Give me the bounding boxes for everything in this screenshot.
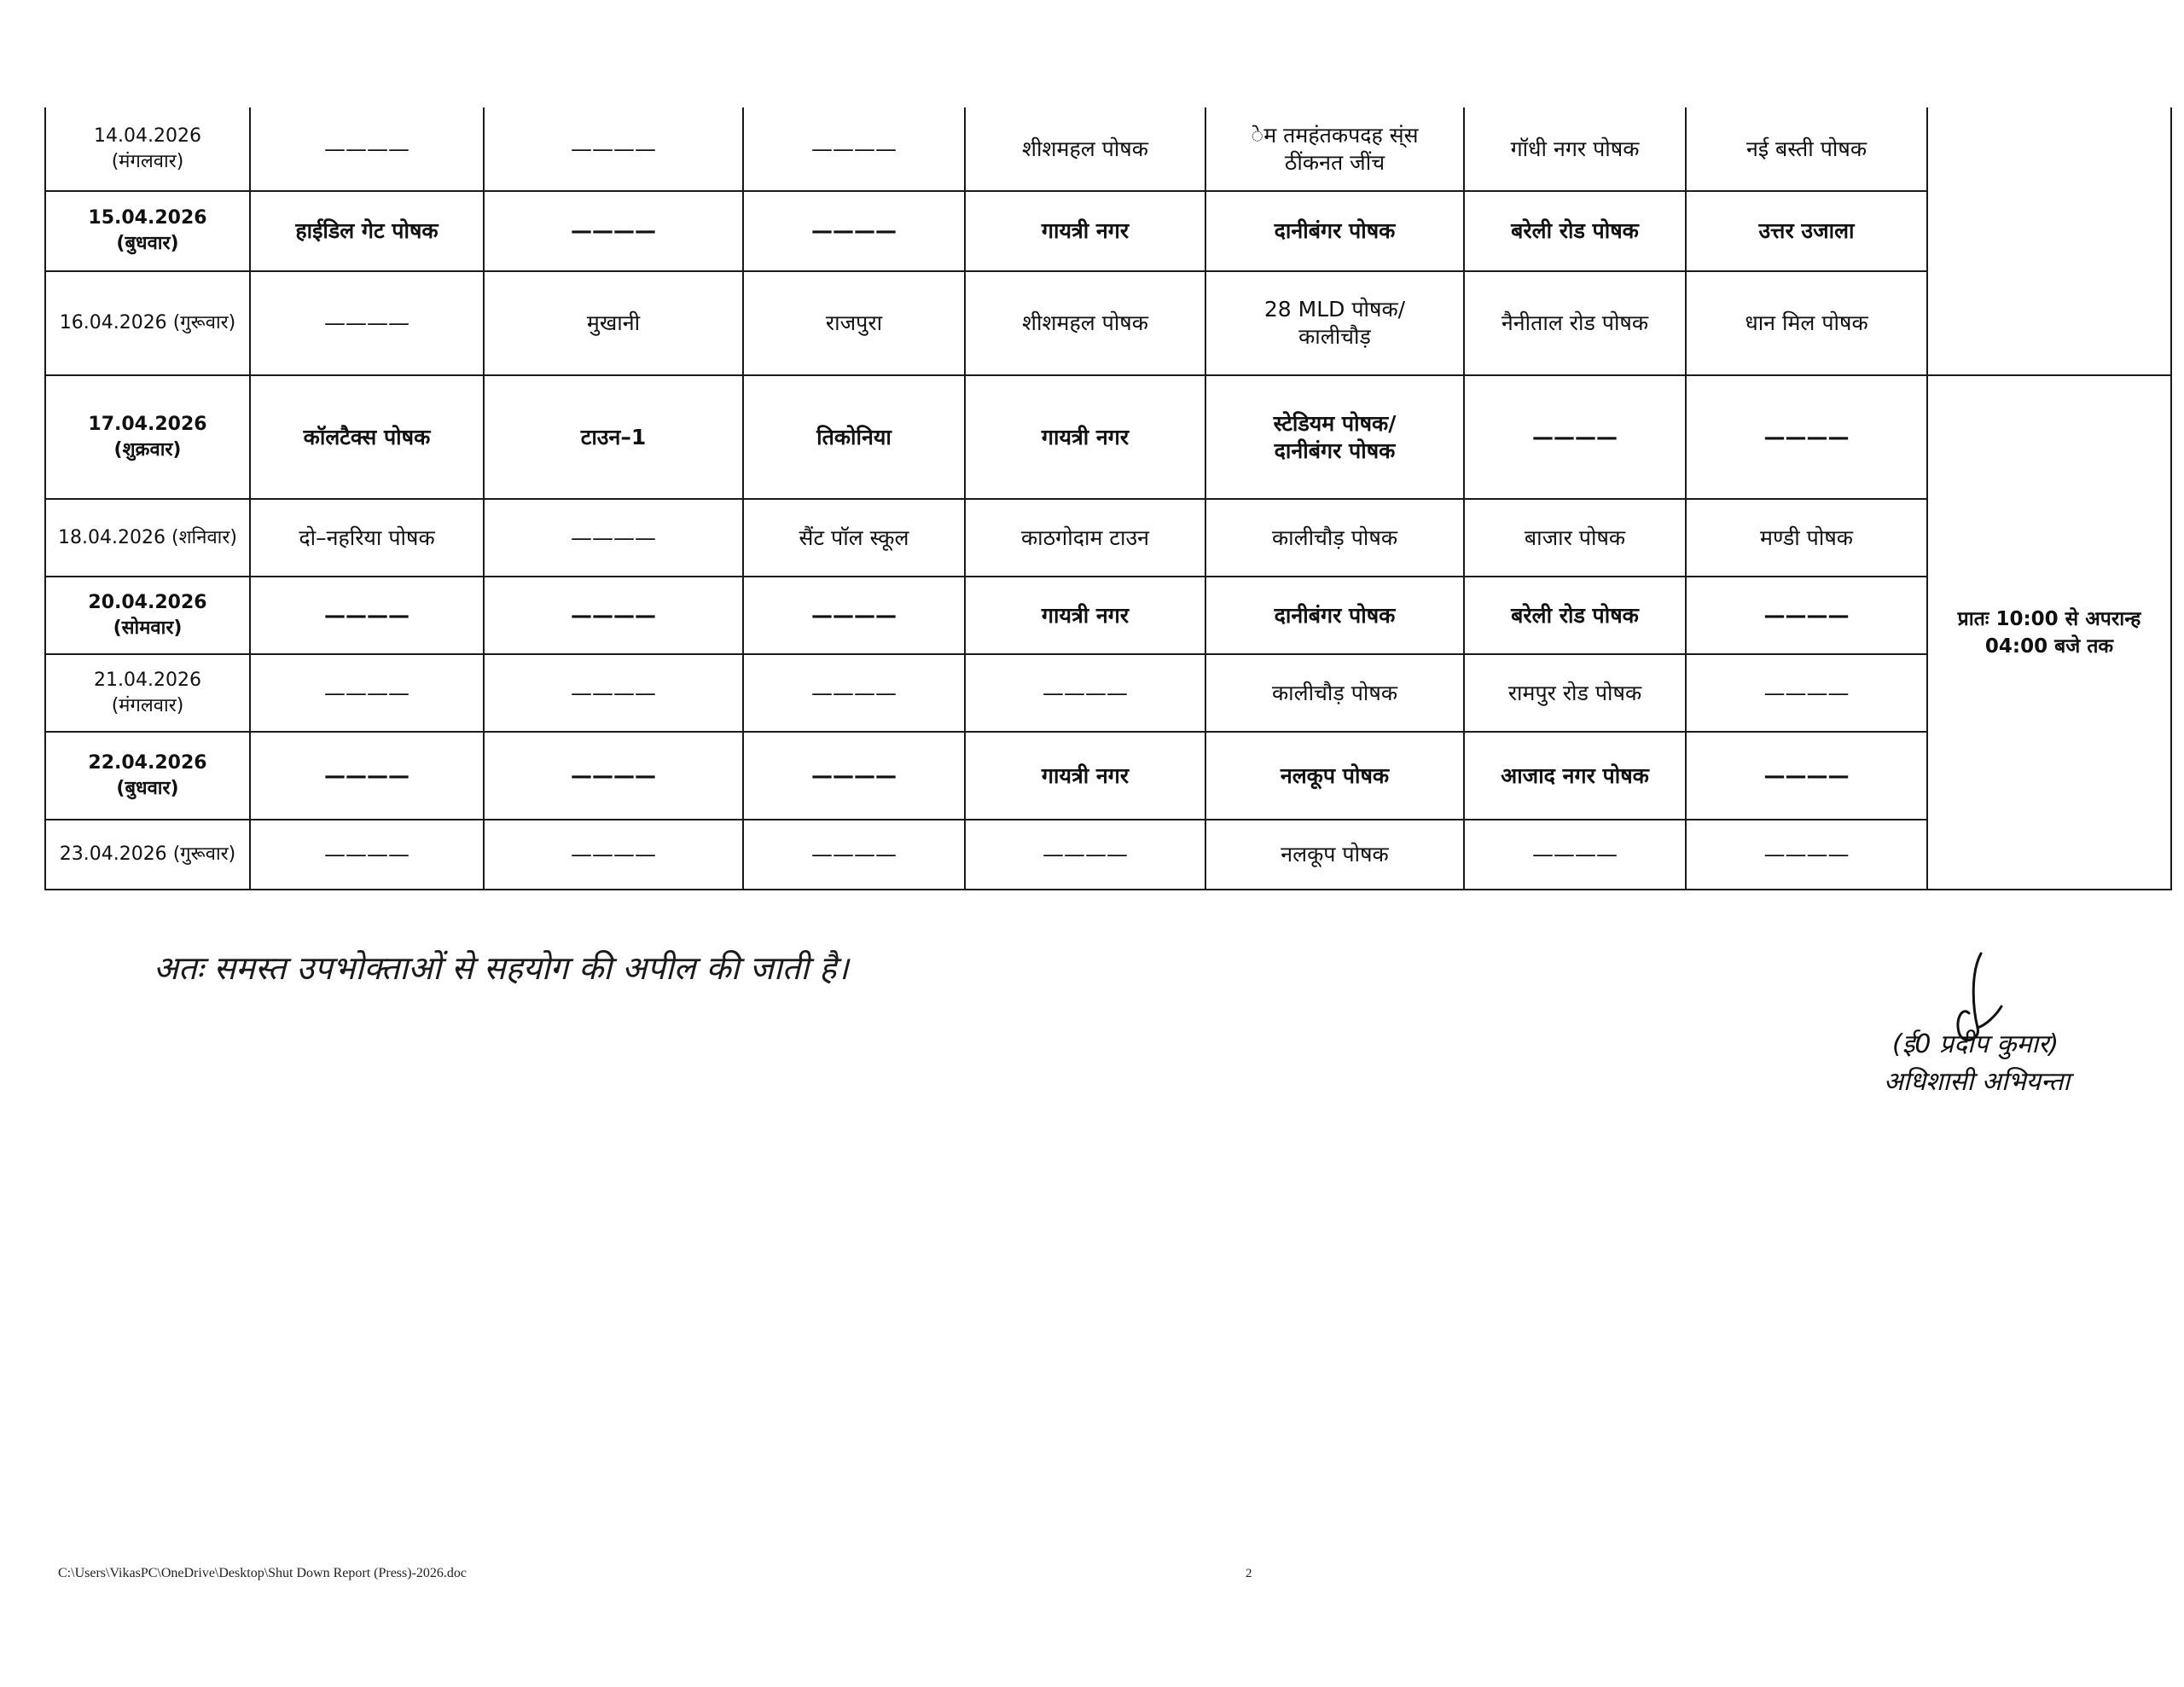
feeder-cell: राजपुरा	[743, 271, 965, 375]
feeder-cell: गायत्री नगर	[965, 732, 1205, 820]
feeder-cell: ————	[1686, 577, 1927, 654]
feeder-cell: हाईडिल गेट पोषक	[250, 191, 484, 271]
feeder-cell: स्टेडियम पोषक/ दानीबंगर पोषक	[1205, 375, 1464, 499]
signatory-name: (ई0 प्रदीप कुमार)	[1892, 1029, 2059, 1059]
feeder-cell: ————	[484, 654, 743, 732]
feeder-cell: नई बस्ती पोषक	[1686, 107, 1927, 191]
feeder-cell: ————	[965, 820, 1205, 890]
feeder-cell: ————	[1464, 820, 1686, 890]
table-row	[45, 107, 2171, 191]
date-cell: 16.04.2026 (गुरूवार)	[45, 271, 250, 375]
feeder-cell: गायत्री नगर	[965, 577, 1205, 654]
feeder-cell: गॉधी नगर पोषक	[1464, 107, 1686, 191]
table-row	[45, 577, 2171, 654]
table-row	[45, 191, 2171, 271]
feeder-cell: ————	[250, 107, 484, 191]
feeder-cell: ————	[250, 577, 484, 654]
feeder-cell: गायत्री नगर	[965, 191, 1205, 271]
feeder-cell: ————	[250, 271, 484, 375]
feeder-cell: सैंट पॉल स्कूल	[743, 499, 965, 577]
feeder-cell: ————	[1464, 375, 1686, 499]
feeder-cell: बरेली रोड पोषक	[1464, 191, 1686, 271]
feeder-cell: 28 MLD पोषक/ कालीचौड़	[1205, 271, 1464, 375]
signatory-designation: अधिशासी अभियन्ता	[1884, 1067, 2071, 1097]
time-cell-empty	[1927, 107, 2171, 375]
date-cell: 14.04.2026 (मंगलवार)	[45, 107, 250, 191]
feeder-cell: ————	[484, 732, 743, 820]
feeder-cell: आजाद नगर पोषक	[1464, 732, 1686, 820]
feeder-cell: बाजार पोषक	[1464, 499, 1686, 577]
date-cell: 23.04.2026 (गुरूवार)	[45, 820, 250, 890]
feeder-cell: ————	[743, 107, 965, 191]
table-row	[45, 820, 2171, 890]
feeder-cell: ————	[250, 820, 484, 890]
feeder-cell: कालीचौड़ पोषक	[1205, 499, 1464, 577]
feeder-cell: दानीबंगर पोषक	[1205, 191, 1464, 271]
feeder-cell: नलकूप पोषक	[1205, 732, 1464, 820]
feeder-cell: ————	[743, 732, 965, 820]
date-cell: 18.04.2026 (शनिवार)	[45, 499, 250, 577]
feeder-cell: ेम तमहंतकपदह स्ंस ठींकनत जींच	[1205, 107, 1464, 191]
table-row	[45, 654, 2171, 732]
signature-block	[1834, 947, 2107, 1117]
feeder-cell: ————	[1686, 732, 1927, 820]
feeder-cell: ————	[250, 732, 484, 820]
feeder-cell: ————	[484, 107, 743, 191]
feeder-cell: रामपुर रोड पोषक	[1464, 654, 1686, 732]
feeder-cell: ————	[484, 191, 743, 271]
feeder-cell: गायत्री नगर	[965, 375, 1205, 499]
feeder-cell: ————	[1686, 820, 1927, 890]
feeder-cell: दो–नहरिया पोषक	[250, 499, 484, 577]
feeder-cell: मुखानी	[484, 271, 743, 375]
feeder-cell: कॉलटैक्स पोषक	[250, 375, 484, 499]
table-row	[45, 271, 2171, 375]
table-row	[45, 499, 2171, 577]
date-cell: 17.04.2026 (शुक्रवार)	[45, 375, 250, 499]
date-cell: 20.04.2026 (सोमवार)	[45, 577, 250, 654]
feeder-cell: बरेली रोड पोषक	[1464, 577, 1686, 654]
feeder-cell: ————	[484, 499, 743, 577]
feeder-cell: ————	[484, 577, 743, 654]
feeder-cell: ————	[743, 820, 965, 890]
feeder-cell: ————	[743, 191, 965, 271]
feeder-cell: शीशमहल पोषक	[965, 271, 1205, 375]
feeder-cell: शीशमहल पोषक	[965, 107, 1205, 191]
date-cell: 15.04.2026 (बुधवार)	[45, 191, 250, 271]
footer-file-path: C:\Users\VikasPC\OneDrive\Desktop\Shut Down Report (Press)-2026.doc	[58, 1566, 467, 1580]
appeal-text: अतः समस्त उपभोक्ताओं से सहयोग की अपील की जाती है।	[154, 949, 849, 987]
shutdown-schedule-table	[44, 107, 2172, 890]
feeder-cell: उत्तर उजाला	[1686, 191, 1927, 271]
feeder-cell: कालीचौड़ पोषक	[1205, 654, 1464, 732]
table-row	[45, 732, 2171, 820]
feeder-cell: ————	[484, 820, 743, 890]
feeder-cell: ————	[965, 654, 1205, 732]
feeder-cell: ————	[743, 577, 965, 654]
feeder-cell: नैनीताल रोड पोषक	[1464, 271, 1686, 375]
feeder-cell: ————	[1686, 654, 1927, 732]
feeder-cell: मण्डी पोषक	[1686, 499, 1927, 577]
date-cell: 21.04.2026 (मंगलवार)	[45, 654, 250, 732]
feeder-cell: ————	[250, 654, 484, 732]
page-number: 2	[1246, 1567, 1252, 1580]
feeder-cell: काठगोदाम टाउन	[965, 499, 1205, 577]
feeder-cell: ————	[743, 654, 965, 732]
feeder-cell: धान मिल पोषक	[1686, 271, 1927, 375]
feeder-cell: नलकूप पोषक	[1205, 820, 1464, 890]
feeder-cell: दानीबंगर पोषक	[1205, 577, 1464, 654]
table-row	[45, 375, 2171, 499]
time-cell: प्रातः 10:00 से अपरान्ह 04:00 बजे तक	[1927, 375, 2171, 890]
feeder-cell: ————	[1686, 375, 1927, 499]
date-cell: 22.04.2026 (बुधवार)	[45, 732, 250, 820]
feeder-cell: टाउन–1	[484, 375, 743, 499]
feeder-cell: तिकोनिया	[743, 375, 965, 499]
